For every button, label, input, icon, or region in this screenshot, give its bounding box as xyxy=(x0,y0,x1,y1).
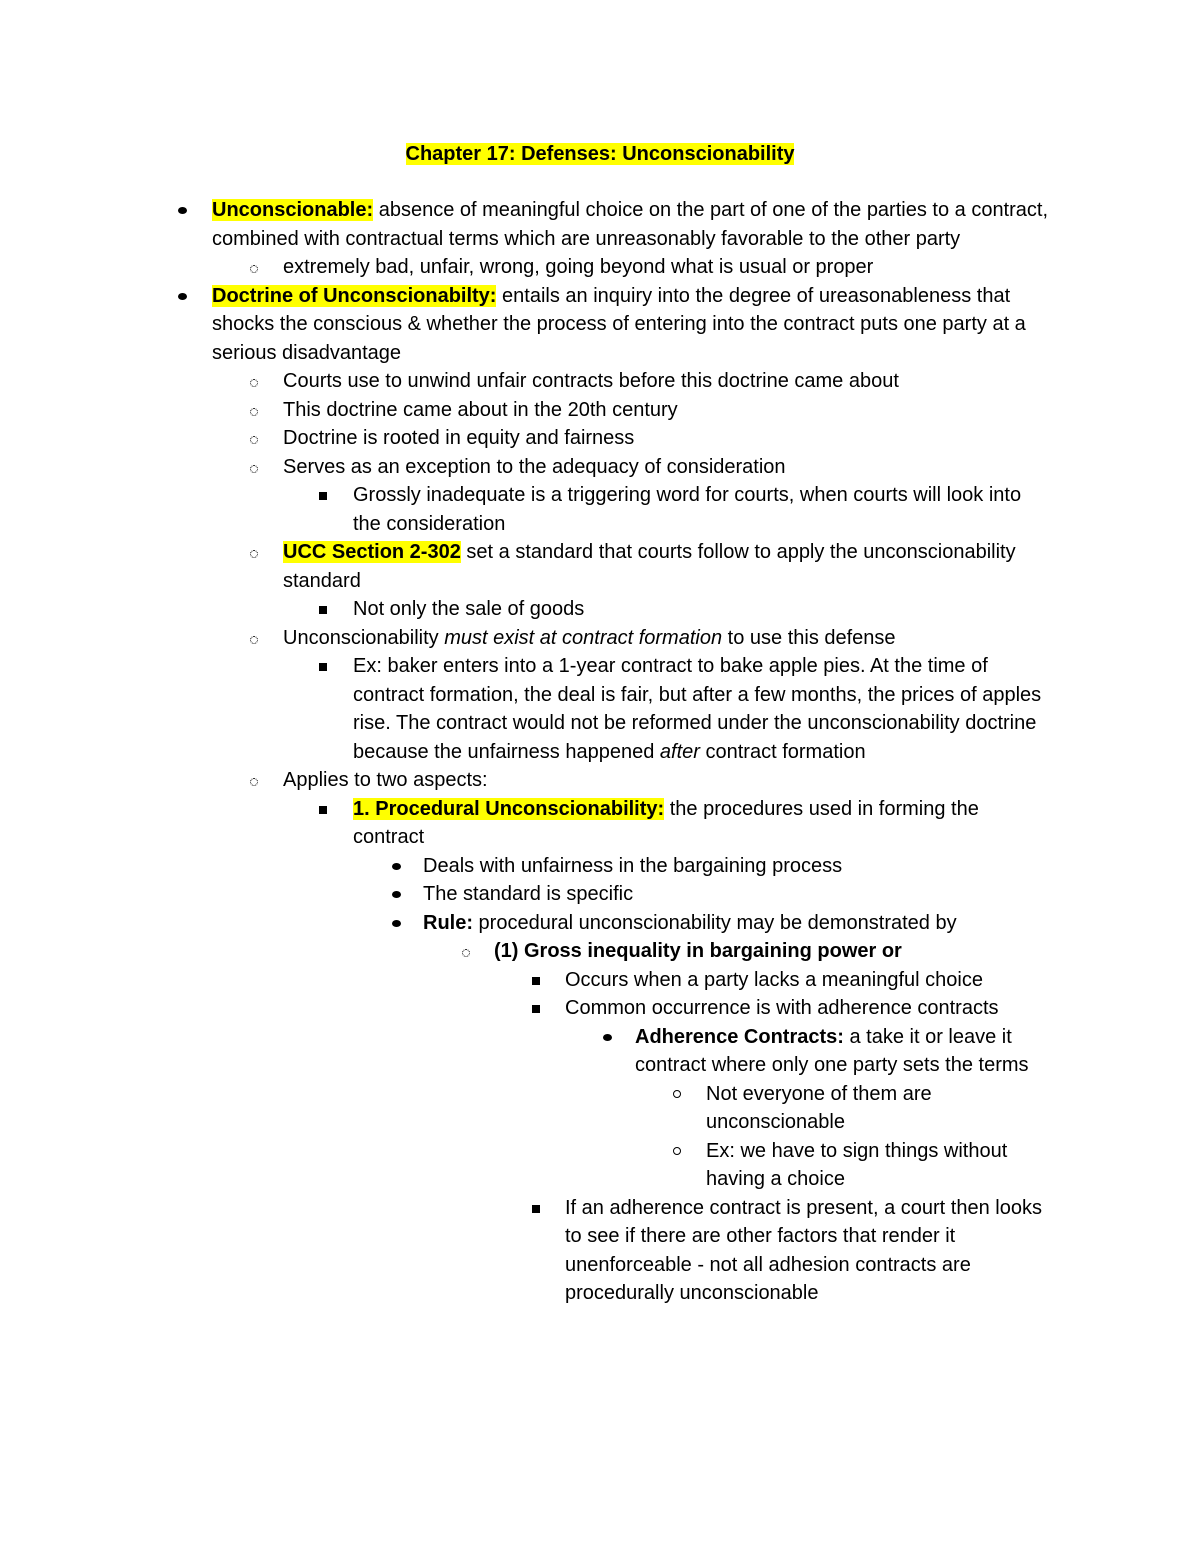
item-text-after: to use this defense xyxy=(722,626,896,649)
term-adherence: Adherence Contracts: xyxy=(635,1025,844,1048)
list-item-came-about xyxy=(0,396,1200,425)
item-text: Courts use to unwind unfair contracts before this doctrine came about xyxy=(283,370,899,392)
item-text: Applies to two aspects: xyxy=(283,769,488,791)
list-item-must-exist xyxy=(0,624,1200,653)
ring-bullet-icon xyxy=(244,538,264,567)
item-text: Common occurrence is with adherence contracts xyxy=(565,997,999,1019)
list-item-rooted xyxy=(0,424,1200,453)
list-item-not-only xyxy=(0,595,1200,624)
definition-doctrine: entails an inquiry into the degree of ureasonableness that shocks the conscious & whether the process of entering into the contract puts one party at a serious disadvantage xyxy=(212,284,1026,364)
list-item-procedural xyxy=(0,795,1200,852)
item-text-italic: must exist at contract formation xyxy=(444,626,723,649)
item-text: extremely bad, unfair, wrong, going beyond what is usual or proper xyxy=(283,256,874,278)
item-text-before: Ex: baker enters into a 1-year contract to bake apple pies. At the time of contract formation, the deal is fair, but after a few months, the prices of apples rise. The contract would not be reformed under the unconscionability doctrine because the unfairness happened xyxy=(353,655,1042,763)
item-text: (1) Gross inequality in bargaining power or xyxy=(494,940,902,962)
list-item-unconscionable-sub xyxy=(0,253,1200,282)
list-item-exception xyxy=(0,453,1200,482)
item-text: Grossly inadequate is a triggering word for courts, when courts will look into the consideration xyxy=(353,484,1022,535)
list-item-grossly xyxy=(0,481,1200,538)
list-item-common xyxy=(0,994,1200,1023)
list-item-sign-things xyxy=(0,1137,1200,1194)
disc-bullet-icon xyxy=(597,1023,617,1052)
ring-bullet-icon xyxy=(244,624,264,653)
list-item-courts-unwind xyxy=(0,367,1200,396)
item-text: Deals with unfairness in the bargaining process xyxy=(423,854,843,877)
list-item-occurs xyxy=(0,966,1200,995)
item-text: Doctrine is rooted in equity and fairness xyxy=(283,427,635,449)
definition-ucc: set a standard that courts follow to apply the unconscionability standard xyxy=(283,541,1016,592)
list-item-applies xyxy=(0,766,1200,795)
item-text: The standard is specific xyxy=(423,883,634,905)
list-item-deals-with xyxy=(0,852,1200,881)
ring-bullet-icon xyxy=(244,766,264,795)
ring-bullet-icon xyxy=(244,424,264,453)
disc-bullet-icon xyxy=(172,282,192,311)
square-bullet-icon xyxy=(314,595,334,624)
item-text-italic: after xyxy=(659,740,700,763)
document-title xyxy=(0,141,1200,167)
item-text: Ex: we have to sign things without having a choice xyxy=(706,1139,1008,1190)
ring-bullet-icon xyxy=(456,937,476,966)
disc-bullet-icon xyxy=(386,880,406,909)
definition-procedural: the procedures used in forming the contract xyxy=(353,797,979,848)
item-text: Occurs when a party lacks a meaningful choice xyxy=(565,968,983,991)
ring-bullet-icon xyxy=(244,253,264,282)
term-ucc: UCC Section 2-302 xyxy=(283,541,461,563)
square-bullet-icon xyxy=(527,994,547,1023)
square-bullet-icon xyxy=(527,1194,547,1223)
item-text: Serves as an exception to the adequacy of consideration xyxy=(283,455,786,478)
list-item-unconscionable xyxy=(0,196,1200,253)
list-item-ucc xyxy=(0,538,1200,595)
item-text: Not only the sale of goods xyxy=(353,598,585,620)
definition-rule: procedural unconscionability may be demonstrated by xyxy=(473,911,957,934)
square-bullet-icon xyxy=(314,652,334,681)
definition-adherence: a take it or leave it contract where only one party sets the terms xyxy=(635,1025,1029,1076)
disc-bullet-icon xyxy=(386,852,406,881)
list-item-not-everyone xyxy=(0,1080,1200,1137)
square-bullet-icon xyxy=(314,481,334,510)
definition-unconscionable: absence of meaningful choice on the part of one of the parties to a contract, combined with contractual terms which are unreasonably favorable to the other party xyxy=(212,199,1049,250)
disc-bullet-icon xyxy=(386,909,406,938)
item-text-after: contract formation xyxy=(699,740,866,763)
list-item-doctrine xyxy=(0,282,1200,368)
list-item-example xyxy=(0,652,1200,766)
square-bullet-icon xyxy=(527,966,547,995)
item-text-before: Unconscionability xyxy=(283,626,445,649)
title-highlight: Chapter 17: Defenses: Unconscionability xyxy=(405,143,795,165)
circle-bullet-icon xyxy=(668,1137,688,1166)
circle-bullet-icon xyxy=(668,1080,688,1109)
term-procedural: 1. Procedural Unconscionability: xyxy=(353,797,665,820)
square-bullet-icon xyxy=(314,795,334,824)
list-item-gross-inequality xyxy=(0,937,1200,966)
term-doctrine: Doctrine of Unconscionabilty: xyxy=(212,284,497,307)
list-item-adherence xyxy=(0,1023,1200,1080)
term-rule: Rule: xyxy=(423,911,473,934)
outline-list xyxy=(0,196,1200,1308)
disc-bullet-icon xyxy=(172,196,192,225)
ring-bullet-icon xyxy=(244,453,264,482)
item-text: If an adherence contract is present, a court then looks to see if there are other factors that render it unenforceable - not all adhesion contracts are procedurally unconscionable xyxy=(565,1196,1042,1304)
item-text: Not everyone of them are unconscionable xyxy=(706,1082,932,1133)
list-item-if-adherence xyxy=(0,1194,1200,1308)
item-text: This doctrine came about in the 20th century xyxy=(283,398,678,421)
list-item-specific xyxy=(0,880,1200,909)
ring-bullet-icon xyxy=(244,396,264,425)
ring-bullet-icon xyxy=(244,367,264,396)
term-unconscionable: Unconscionable: xyxy=(212,199,374,221)
list-item-rule xyxy=(0,909,1200,938)
